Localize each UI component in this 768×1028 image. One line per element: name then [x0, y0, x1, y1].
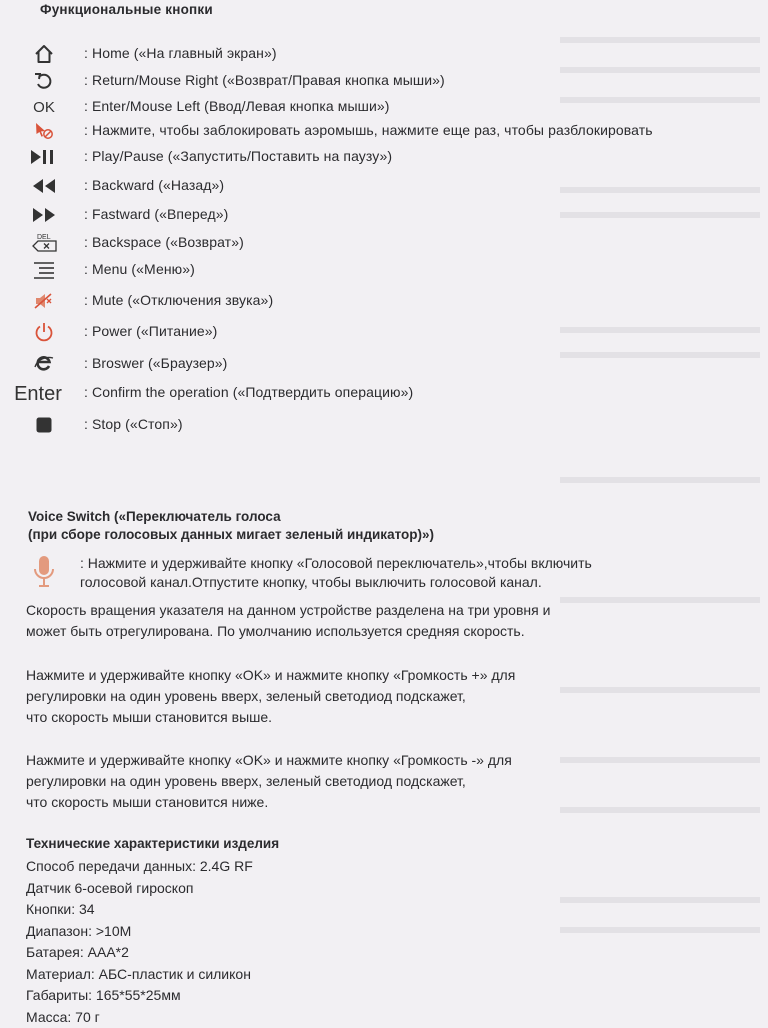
function-row-return: [0, 69, 768, 93]
speed-up-paragraph: [26, 665, 515, 728]
function-row-air-mouse-lock: [0, 119, 768, 143]
spec-item: Габариты: 165*55*25мм: [26, 985, 253, 1007]
paragraph-line: что скорость мыши становится выше.: [26, 707, 515, 728]
functional-buttons-title: Функциональные кнопки: [40, 2, 213, 17]
voice-switch-title: [28, 508, 434, 544]
air-mouse-lock-icon: [10, 119, 78, 143]
spec-item: Диапазон: >10M: [26, 921, 253, 943]
backspace-del-icon: [10, 231, 78, 255]
paragraph-line: может быть отрегулирована. По умолчанию используется средняя скорость.: [26, 621, 550, 642]
voice-desc-line-1: : Нажмите и удерживайте кнопку «Голосовой переключатель»,чтобы включить: [80, 554, 592, 573]
function-row-power: [0, 320, 768, 344]
fastward-icon: [10, 203, 78, 227]
function-row-menu: [0, 258, 768, 282]
paragraph-line: что скорость мыши становится ниже.: [26, 792, 512, 813]
spec-item: Датчик 6-осевой гироскоп: [26, 878, 253, 900]
function-label: : Backward («Назад»): [84, 177, 224, 193]
function-row-enter: [0, 380, 768, 408]
function-label: : Menu («Меню»): [84, 261, 195, 277]
return-icon: [10, 69, 78, 93]
del-label: DEL: [37, 234, 51, 241]
function-label: : Home («На главный экран»): [84, 45, 277, 61]
mute-icon: [10, 289, 78, 313]
speed-down-paragraph: [26, 750, 512, 813]
stop-icon: [10, 413, 78, 437]
function-row-backward: [0, 174, 768, 198]
voice-title-line-1: Voice Switch («Переключатель голоса: [28, 508, 434, 526]
function-row-home: [0, 42, 768, 66]
paragraph-line: регулировки на один уровень вверх, зеленый светодиод подскажет,: [26, 686, 515, 707]
function-label: : Mute («Отключения звука»): [84, 292, 273, 308]
function-label: : Confirm the operation («Подтвердить операцию»): [84, 384, 413, 400]
paragraph-line: Скорость вращения указателя на данном устройстве разделена на три уровня и: [26, 600, 550, 621]
function-row-mute: [0, 289, 768, 313]
specifications-list: [26, 856, 253, 1028]
function-label: : Broswer («Браузер»): [84, 355, 227, 371]
spec-item: Батарея: AAA*2: [26, 942, 253, 964]
paragraph-line: регулировки на один уровень вверх, зеленый светодиод подскажет,: [26, 771, 512, 792]
function-label: : Enter/Mouse Left (Ввод/Левая кнопка мыши»): [84, 98, 390, 114]
home-icon: [10, 42, 78, 66]
paragraph-line: Нажмите и удерживайте кнопку «OK» и нажмите кнопку «Громкость -» для: [26, 750, 512, 771]
voice-title-line-2: (при сборе голосовых данных мигает зеленый индикатор)»): [28, 526, 434, 544]
backward-icon: [10, 174, 78, 198]
ok-icon: OK: [10, 95, 78, 119]
function-label: : Fastward («Вперед»): [84, 206, 228, 222]
spec-item: Материал: АБС-пластик и силикон: [26, 964, 253, 986]
power-icon: [10, 320, 78, 344]
function-label: : Stop («Стоп»): [84, 416, 183, 432]
microphone-icon: [32, 555, 56, 594]
browser-icon: [10, 352, 78, 376]
spec-item: Масса: 70 г: [26, 1007, 253, 1028]
function-row-play-pause: [0, 145, 768, 169]
spec-item: Кнопки: 34: [26, 899, 253, 921]
function-label: : Нажмите, чтобы заблокировать аэромышь, нажмите еще раз, чтобы разблокировать: [84, 122, 653, 138]
function-label: : Play/Pause («Запустить/Поставить на паузу»): [84, 148, 392, 164]
voice-desc-line-2: голосовой канал.Отпустите кнопку, чтобы выключить голосовой канал.: [80, 573, 592, 592]
voice-switch-description: [80, 554, 592, 592]
function-row-ok: [0, 95, 768, 119]
function-label: : Return/Mouse Right («Возврат/Правая кнопка мыши»): [84, 72, 445, 88]
function-label: : Backspace («Возврат»): [84, 234, 244, 250]
menu-icon: [10, 258, 78, 282]
specifications-title: Технические характеристики изделия: [26, 836, 279, 851]
play-pause-icon: [10, 145, 78, 169]
function-row-browser: [0, 352, 768, 376]
spec-item: Способ передачи данных: 2.4G RF: [26, 856, 253, 878]
function-label: : Power («Питание»): [84, 323, 217, 339]
function-row-stop: [0, 413, 768, 437]
enter-icon: Enter: [4, 380, 72, 408]
speed-levels-paragraph: [26, 600, 550, 642]
function-row-fastward: [0, 203, 768, 227]
function-row-backspace: [0, 231, 768, 255]
paragraph-line: Нажмите и удерживайте кнопку «OK» и нажмите кнопку «Громкость +» для: [26, 665, 515, 686]
